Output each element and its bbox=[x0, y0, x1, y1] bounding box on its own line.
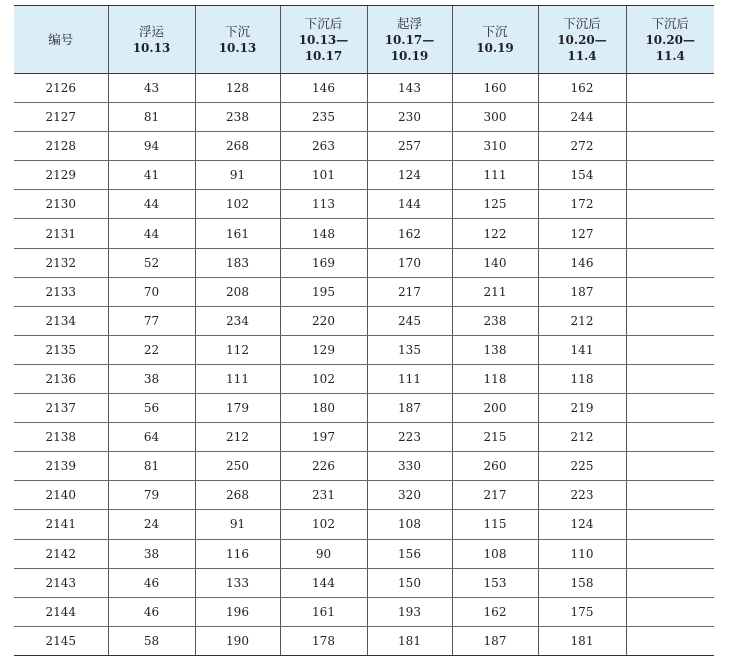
table-cell bbox=[626, 568, 714, 597]
table-cell: 169 bbox=[280, 248, 367, 277]
column-header-name: 起浮 bbox=[396, 15, 422, 31]
table-row bbox=[14, 452, 714, 481]
column-header-date: 10.13— bbox=[298, 32, 349, 47]
table-row bbox=[14, 626, 714, 655]
table-cell bbox=[626, 277, 714, 306]
table-cell: 140 bbox=[452, 248, 538, 277]
table-cell: 162 bbox=[452, 597, 538, 626]
table-cell bbox=[626, 219, 714, 248]
column-header-4 bbox=[367, 6, 452, 74]
column-header-date: 11.4 bbox=[567, 48, 597, 63]
table-row bbox=[14, 306, 714, 335]
column-header-date: 10.19 bbox=[476, 40, 514, 55]
row-id-cell: 2145 bbox=[14, 626, 108, 655]
column-header-name: 浮运 bbox=[138, 23, 164, 39]
table-cell: 219 bbox=[538, 394, 626, 423]
table-row bbox=[14, 539, 714, 568]
table-cell bbox=[626, 335, 714, 364]
table-row bbox=[14, 190, 714, 219]
table-cell: 81 bbox=[108, 103, 195, 132]
column-header-name: 下沉后 bbox=[651, 15, 689, 31]
column-header-date: 10.20— bbox=[645, 32, 696, 47]
table-cell: 257 bbox=[367, 132, 452, 161]
table-cell: 81 bbox=[108, 452, 195, 481]
table-cell: 183 bbox=[195, 248, 280, 277]
table-cell: 268 bbox=[195, 481, 280, 510]
table-cell: 22 bbox=[108, 335, 195, 364]
table-cell: 38 bbox=[108, 364, 195, 393]
row-id-cell: 2133 bbox=[14, 277, 108, 306]
table-cell bbox=[626, 74, 714, 103]
table-cell: 133 bbox=[195, 568, 280, 597]
table-cell: 108 bbox=[367, 510, 452, 539]
table-row bbox=[14, 277, 714, 306]
table-cell bbox=[626, 423, 714, 452]
table-cell: 148 bbox=[280, 219, 367, 248]
table-cell bbox=[626, 190, 714, 219]
table-cell: 70 bbox=[108, 277, 195, 306]
data-table bbox=[14, 5, 714, 656]
table-cell: 90 bbox=[280, 539, 367, 568]
table-cell: 46 bbox=[108, 597, 195, 626]
row-id-cell: 2137 bbox=[14, 394, 108, 423]
table-row bbox=[14, 132, 714, 161]
table-cell: 122 bbox=[452, 219, 538, 248]
table-cell: 102 bbox=[280, 364, 367, 393]
table-cell: 181 bbox=[367, 626, 452, 655]
table-cell: 268 bbox=[195, 132, 280, 161]
table-cell: 146 bbox=[538, 248, 626, 277]
table-cell: 115 bbox=[452, 510, 538, 539]
table-cell: 56 bbox=[108, 394, 195, 423]
table-cell: 234 bbox=[195, 306, 280, 335]
column-header-7 bbox=[626, 6, 714, 74]
table-cell: 230 bbox=[367, 103, 452, 132]
table-cell bbox=[626, 597, 714, 626]
table-cell: 110 bbox=[538, 539, 626, 568]
table-cell bbox=[626, 248, 714, 277]
row-id-cell: 2127 bbox=[14, 103, 108, 132]
table-cell: 212 bbox=[195, 423, 280, 452]
row-id-cell: 2143 bbox=[14, 568, 108, 597]
table-cell: 217 bbox=[367, 277, 452, 306]
table-cell: 263 bbox=[280, 132, 367, 161]
table-cell: 245 bbox=[367, 306, 452, 335]
column-header-name: 下沉后 bbox=[304, 15, 343, 31]
table-cell: 111 bbox=[195, 364, 280, 393]
table-cell: 64 bbox=[108, 423, 195, 452]
table-cell: 102 bbox=[195, 190, 280, 219]
table-cell: 135 bbox=[367, 335, 452, 364]
table-cell: 129 bbox=[280, 335, 367, 364]
table-row bbox=[14, 161, 714, 190]
table-cell bbox=[626, 539, 714, 568]
table-cell bbox=[626, 481, 714, 510]
row-id-cell: 2130 bbox=[14, 190, 108, 219]
table-cell: 91 bbox=[195, 161, 280, 190]
column-header-name: 编号 bbox=[48, 31, 74, 47]
row-id-cell: 2139 bbox=[14, 452, 108, 481]
table-cell bbox=[626, 626, 714, 655]
table-cell: 195 bbox=[280, 277, 367, 306]
table-cell: 125 bbox=[452, 190, 538, 219]
table-cell: 112 bbox=[195, 335, 280, 364]
table-cell: 146 bbox=[280, 74, 367, 103]
column-header-date: 10.13 bbox=[132, 40, 171, 55]
table-cell: 212 bbox=[538, 423, 626, 452]
table-cell: 91 bbox=[195, 510, 280, 539]
column-header-date: 11.4 bbox=[655, 48, 685, 63]
table-cell: 127 bbox=[538, 219, 626, 248]
table-row bbox=[14, 597, 714, 626]
row-id-cell: 2144 bbox=[14, 597, 108, 626]
table-cell: 197 bbox=[280, 423, 367, 452]
row-id-cell: 2129 bbox=[14, 161, 108, 190]
table-cell bbox=[626, 452, 714, 481]
table-cell: 244 bbox=[538, 103, 626, 132]
column-header-5 bbox=[452, 6, 538, 74]
column-header-2 bbox=[195, 6, 280, 74]
table-cell: 187 bbox=[452, 626, 538, 655]
table-cell: 102 bbox=[280, 510, 367, 539]
table-cell: 225 bbox=[538, 452, 626, 481]
table-cell: 180 bbox=[280, 394, 367, 423]
row-id-cell: 2140 bbox=[14, 481, 108, 510]
table-cell: 161 bbox=[280, 597, 367, 626]
table-cell: 79 bbox=[108, 481, 195, 510]
table-cell: 179 bbox=[195, 394, 280, 423]
table-header bbox=[14, 6, 714, 74]
table-cell: 150 bbox=[367, 568, 452, 597]
table-cell: 158 bbox=[538, 568, 626, 597]
table-cell: 101 bbox=[280, 161, 367, 190]
table-row bbox=[14, 364, 714, 393]
table-row bbox=[14, 103, 714, 132]
table-cell: 111 bbox=[452, 161, 538, 190]
table-cell bbox=[626, 132, 714, 161]
table-cell: 77 bbox=[108, 306, 195, 335]
row-id-cell: 2126 bbox=[14, 74, 108, 103]
row-id-cell: 2131 bbox=[14, 219, 108, 248]
header-row bbox=[14, 6, 714, 74]
table-cell: 118 bbox=[452, 364, 538, 393]
table-cell: 162 bbox=[367, 219, 452, 248]
table-row bbox=[14, 394, 714, 423]
column-header-date: 10.17 bbox=[304, 48, 343, 63]
table-row bbox=[14, 481, 714, 510]
column-header-name: 下沉 bbox=[482, 23, 508, 39]
column-header-name: 下沉 bbox=[224, 23, 250, 39]
table-cell: 143 bbox=[367, 74, 452, 103]
table-cell: 38 bbox=[108, 539, 195, 568]
table-cell: 235 bbox=[280, 103, 367, 132]
column-header-date: 10.17— bbox=[384, 32, 435, 47]
table-row bbox=[14, 568, 714, 597]
table-row bbox=[14, 74, 714, 103]
table-cell: 231 bbox=[280, 481, 367, 510]
table-row bbox=[14, 219, 714, 248]
table-cell: 116 bbox=[195, 539, 280, 568]
table-cell: 320 bbox=[367, 481, 452, 510]
table-cell: 226 bbox=[280, 452, 367, 481]
table-cell: 144 bbox=[280, 568, 367, 597]
table-cell: 124 bbox=[367, 161, 452, 190]
table-cell: 170 bbox=[367, 248, 452, 277]
table-cell: 190 bbox=[195, 626, 280, 655]
table-cell: 187 bbox=[538, 277, 626, 306]
table-cell: 113 bbox=[280, 190, 367, 219]
table-cell: 24 bbox=[108, 510, 195, 539]
table-row bbox=[14, 510, 714, 539]
table-cell bbox=[626, 510, 714, 539]
table-cell: 223 bbox=[367, 423, 452, 452]
table-cell bbox=[626, 394, 714, 423]
table-cell: 153 bbox=[452, 568, 538, 597]
row-id-cell: 2128 bbox=[14, 132, 108, 161]
table-cell: 260 bbox=[452, 452, 538, 481]
table-cell: 208 bbox=[195, 277, 280, 306]
row-id-cell: 2135 bbox=[14, 335, 108, 364]
table-cell: 138 bbox=[452, 335, 538, 364]
table-cell: 44 bbox=[108, 219, 195, 248]
table-cell: 193 bbox=[367, 597, 452, 626]
table-cell: 162 bbox=[538, 74, 626, 103]
table-cell: 94 bbox=[108, 132, 195, 161]
table-cell: 41 bbox=[108, 161, 195, 190]
table-cell: 220 bbox=[280, 306, 367, 335]
row-id-cell: 2136 bbox=[14, 364, 108, 393]
table-cell: 144 bbox=[367, 190, 452, 219]
table-cell: 200 bbox=[452, 394, 538, 423]
table-cell: 238 bbox=[452, 306, 538, 335]
table-cell: 250 bbox=[195, 452, 280, 481]
table-cell: 44 bbox=[108, 190, 195, 219]
row-id-cell: 2141 bbox=[14, 510, 108, 539]
table-cell: 272 bbox=[538, 132, 626, 161]
column-header-date: 10.13 bbox=[218, 40, 257, 55]
table-row bbox=[14, 423, 714, 452]
table-cell bbox=[626, 103, 714, 132]
row-id-cell: 2142 bbox=[14, 539, 108, 568]
table-cell: 46 bbox=[108, 568, 195, 597]
table-cell: 178 bbox=[280, 626, 367, 655]
table-cell: 310 bbox=[452, 132, 538, 161]
table-cell: 238 bbox=[195, 103, 280, 132]
table-cell: 215 bbox=[452, 423, 538, 452]
column-header-3 bbox=[280, 6, 367, 74]
table-cell: 108 bbox=[452, 539, 538, 568]
table-cell: 161 bbox=[195, 219, 280, 248]
column-header-6 bbox=[538, 6, 626, 74]
table-cell bbox=[626, 306, 714, 335]
column-header-0 bbox=[14, 6, 108, 74]
table-cell: 300 bbox=[452, 103, 538, 132]
table-cell: 217 bbox=[452, 481, 538, 510]
column-header-date: 10.19 bbox=[390, 48, 429, 63]
table-cell: 181 bbox=[538, 626, 626, 655]
table-cell: 211 bbox=[452, 277, 538, 306]
table-cell: 118 bbox=[538, 364, 626, 393]
table-cell bbox=[626, 161, 714, 190]
table-cell: 52 bbox=[108, 248, 195, 277]
table-cell: 128 bbox=[195, 74, 280, 103]
table-cell: 330 bbox=[367, 452, 452, 481]
table-cell: 196 bbox=[195, 597, 280, 626]
table-cell: 154 bbox=[538, 161, 626, 190]
table-row bbox=[14, 335, 714, 364]
row-id-cell: 2138 bbox=[14, 423, 108, 452]
table-cell: 187 bbox=[367, 394, 452, 423]
table-cell: 175 bbox=[538, 597, 626, 626]
table-cell: 111 bbox=[367, 364, 452, 393]
table-body bbox=[14, 74, 714, 656]
column-header-1 bbox=[108, 6, 195, 74]
table-cell: 160 bbox=[452, 74, 538, 103]
row-id-cell: 2134 bbox=[14, 306, 108, 335]
table-cell: 124 bbox=[538, 510, 626, 539]
table-cell: 212 bbox=[538, 306, 626, 335]
table-row bbox=[14, 248, 714, 277]
table-cell: 223 bbox=[538, 481, 626, 510]
table-cell: 141 bbox=[538, 335, 626, 364]
table-cell: 156 bbox=[367, 539, 452, 568]
row-id-cell: 2132 bbox=[14, 248, 108, 277]
table-cell: 43 bbox=[108, 74, 195, 103]
table-cell bbox=[626, 364, 714, 393]
table-cell: 58 bbox=[108, 626, 195, 655]
table-cell: 172 bbox=[538, 190, 626, 219]
column-header-date: 10.20— bbox=[557, 32, 607, 47]
column-header-name: 下沉后 bbox=[563, 15, 601, 31]
